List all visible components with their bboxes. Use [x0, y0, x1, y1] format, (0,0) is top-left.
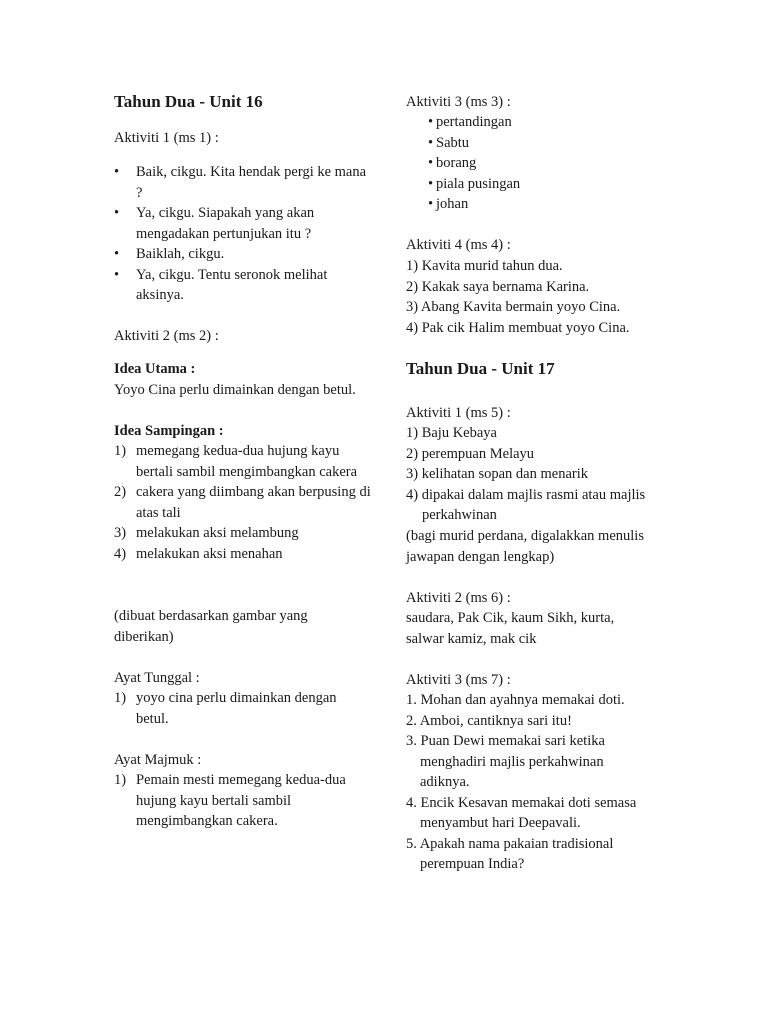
list-item: 2. Amboi, cantiknya sari itu! — [406, 712, 572, 729]
list-item: • Sabtu — [406, 133, 668, 154]
idea-utama-text: Yoyo Cina perlu dimainkan dengan betul. — [114, 382, 356, 398]
bullet-icon: • — [428, 114, 434, 130]
list-item: 3) Abang Kavita bermain yoyo Cina. — [406, 299, 621, 315]
bullet-icon: • — [428, 196, 434, 212]
bullet-icon: • — [428, 175, 434, 192]
u17-aktiviti-1-list — [406, 423, 656, 526]
aktiviti-2-label: Aktiviti 2 (ms 2) : — [114, 328, 219, 344]
u17-aktiviti-3-label: Aktiviti 3 (ms 7) : — [406, 672, 511, 688]
list-item: 2) perempuan Melayu — [406, 445, 535, 462]
u17-aktiviti-1-label: Aktiviti 1 (ms 5) : — [406, 405, 511, 421]
list-item: 4) Pak cik Halim membuat yoyo Cina. — [406, 319, 630, 336]
bullet-icon: • — [114, 246, 120, 262]
list-item: 1) yoyo cina perlu dimainkan dengan betul. — [114, 690, 337, 727]
list-item: • pertandingan — [406, 112, 668, 133]
list-item: 4) dipakai dalam majlis rasmi atau majlis perkahwinan — [406, 486, 646, 523]
unit-17-title: Tahun Dua - Unit 17 — [406, 359, 555, 378]
bullet-icon: • — [428, 155, 434, 171]
list-item: 1) Kavita murid tahun dua. — [406, 258, 563, 274]
ayat-majmuk-list — [114, 770, 358, 832]
aktiviti-4-label: Aktiviti 4 (ms 4) : — [406, 237, 511, 253]
list-item: • Ya, cikgu. Siapakah yang akan mengadakan pertunjukan itu ? — [114, 205, 315, 242]
list-item: • borang — [406, 153, 668, 174]
aktiviti-3-label: Aktiviti 3 (ms 3) : — [406, 94, 511, 110]
list-item: 2) cakera yang diimbang akan berpusing di atas tali — [114, 484, 371, 521]
idea-sampingan-label: Idea Sampingan : — [114, 423, 224, 439]
u17-aktiviti-3-list — [406, 690, 646, 875]
idea-utama-label: Idea Utama : — [114, 361, 196, 377]
u17-aktiviti-2-label: Aktiviti 2 (ms 6) : — [406, 590, 511, 606]
bullet-icon: • — [114, 205, 120, 221]
bullet-icon: • — [428, 134, 434, 151]
ayat-tunggal-label: Ayat Tunggal : — [114, 670, 200, 686]
aktiviti-1-label: Aktiviti 1 (ms 1) : — [114, 130, 219, 146]
list-item: • Baiklah, cikgu. — [114, 244, 376, 265]
list-item: 1) Pemain mesti memegang kedua-dua hujung kayu bertali sambil mengimbangkan cakera. — [114, 772, 346, 829]
list-item: 5. Apakah nama pakaian tradisional perempuan India? — [406, 835, 614, 872]
u17-aktiviti-1-note: (bagi murid perdana, digalakkan menulis jawapan dengan lengkap) — [406, 528, 644, 565]
list-item: • piala pusingan — [406, 174, 668, 195]
u17-aktiviti-2-text: saudara, Pak Cik, kaum Sikh, kurta, salwar kamiz, mak cik — [406, 610, 615, 647]
aktiviti-4-list — [406, 256, 668, 338]
list-item: • Baik, cikgu. Kita hendak pergi ke mana ? — [114, 164, 367, 201]
list-item: 1. Mohan dan ayahnya memakai doti. — [406, 692, 625, 708]
unit-16-title: Tahun Dua - Unit 16 — [114, 92, 263, 111]
bullet-icon: • — [114, 164, 120, 180]
list-item: 4) melakukan aksi menahan — [114, 545, 283, 562]
list-item: • Ya, cikgu. Tentu seronok melihat aksinya. — [114, 266, 328, 303]
list-item: 2) Kakak saya bernama Karina. — [406, 278, 590, 295]
list-item: 3) melakukan aksi melambung — [114, 525, 299, 541]
list-item: 1) Baju Kebaya — [406, 425, 497, 441]
note-text: (dibuat berdasarkan gambar yang diberikan) — [114, 608, 308, 645]
ayat-majmuk-label: Ayat Majmuk : — [114, 752, 202, 768]
list-item: • johan — [406, 194, 668, 215]
list-item: 1) memegang kedua-dua hujung kayu bertali sambil mengimbangkan cakera — [114, 443, 358, 480]
bullet-icon: • — [114, 266, 120, 283]
aktiviti-3-list — [406, 112, 668, 215]
aktiviti-1-list — [114, 162, 376, 306]
ayat-tunggal-list — [114, 688, 350, 729]
list-item: 3. Puan Dewi memakai sari ketika menghadiri majlis perkahwinan adiknya. — [406, 733, 605, 790]
idea-sampingan-list — [114, 441, 376, 564]
list-item: 4. Encik Kesavan memakai doti semasa menyambut hari Deepavali. — [406, 794, 637, 831]
list-item: 3) kelihatan sopan dan menarik — [406, 466, 588, 482]
